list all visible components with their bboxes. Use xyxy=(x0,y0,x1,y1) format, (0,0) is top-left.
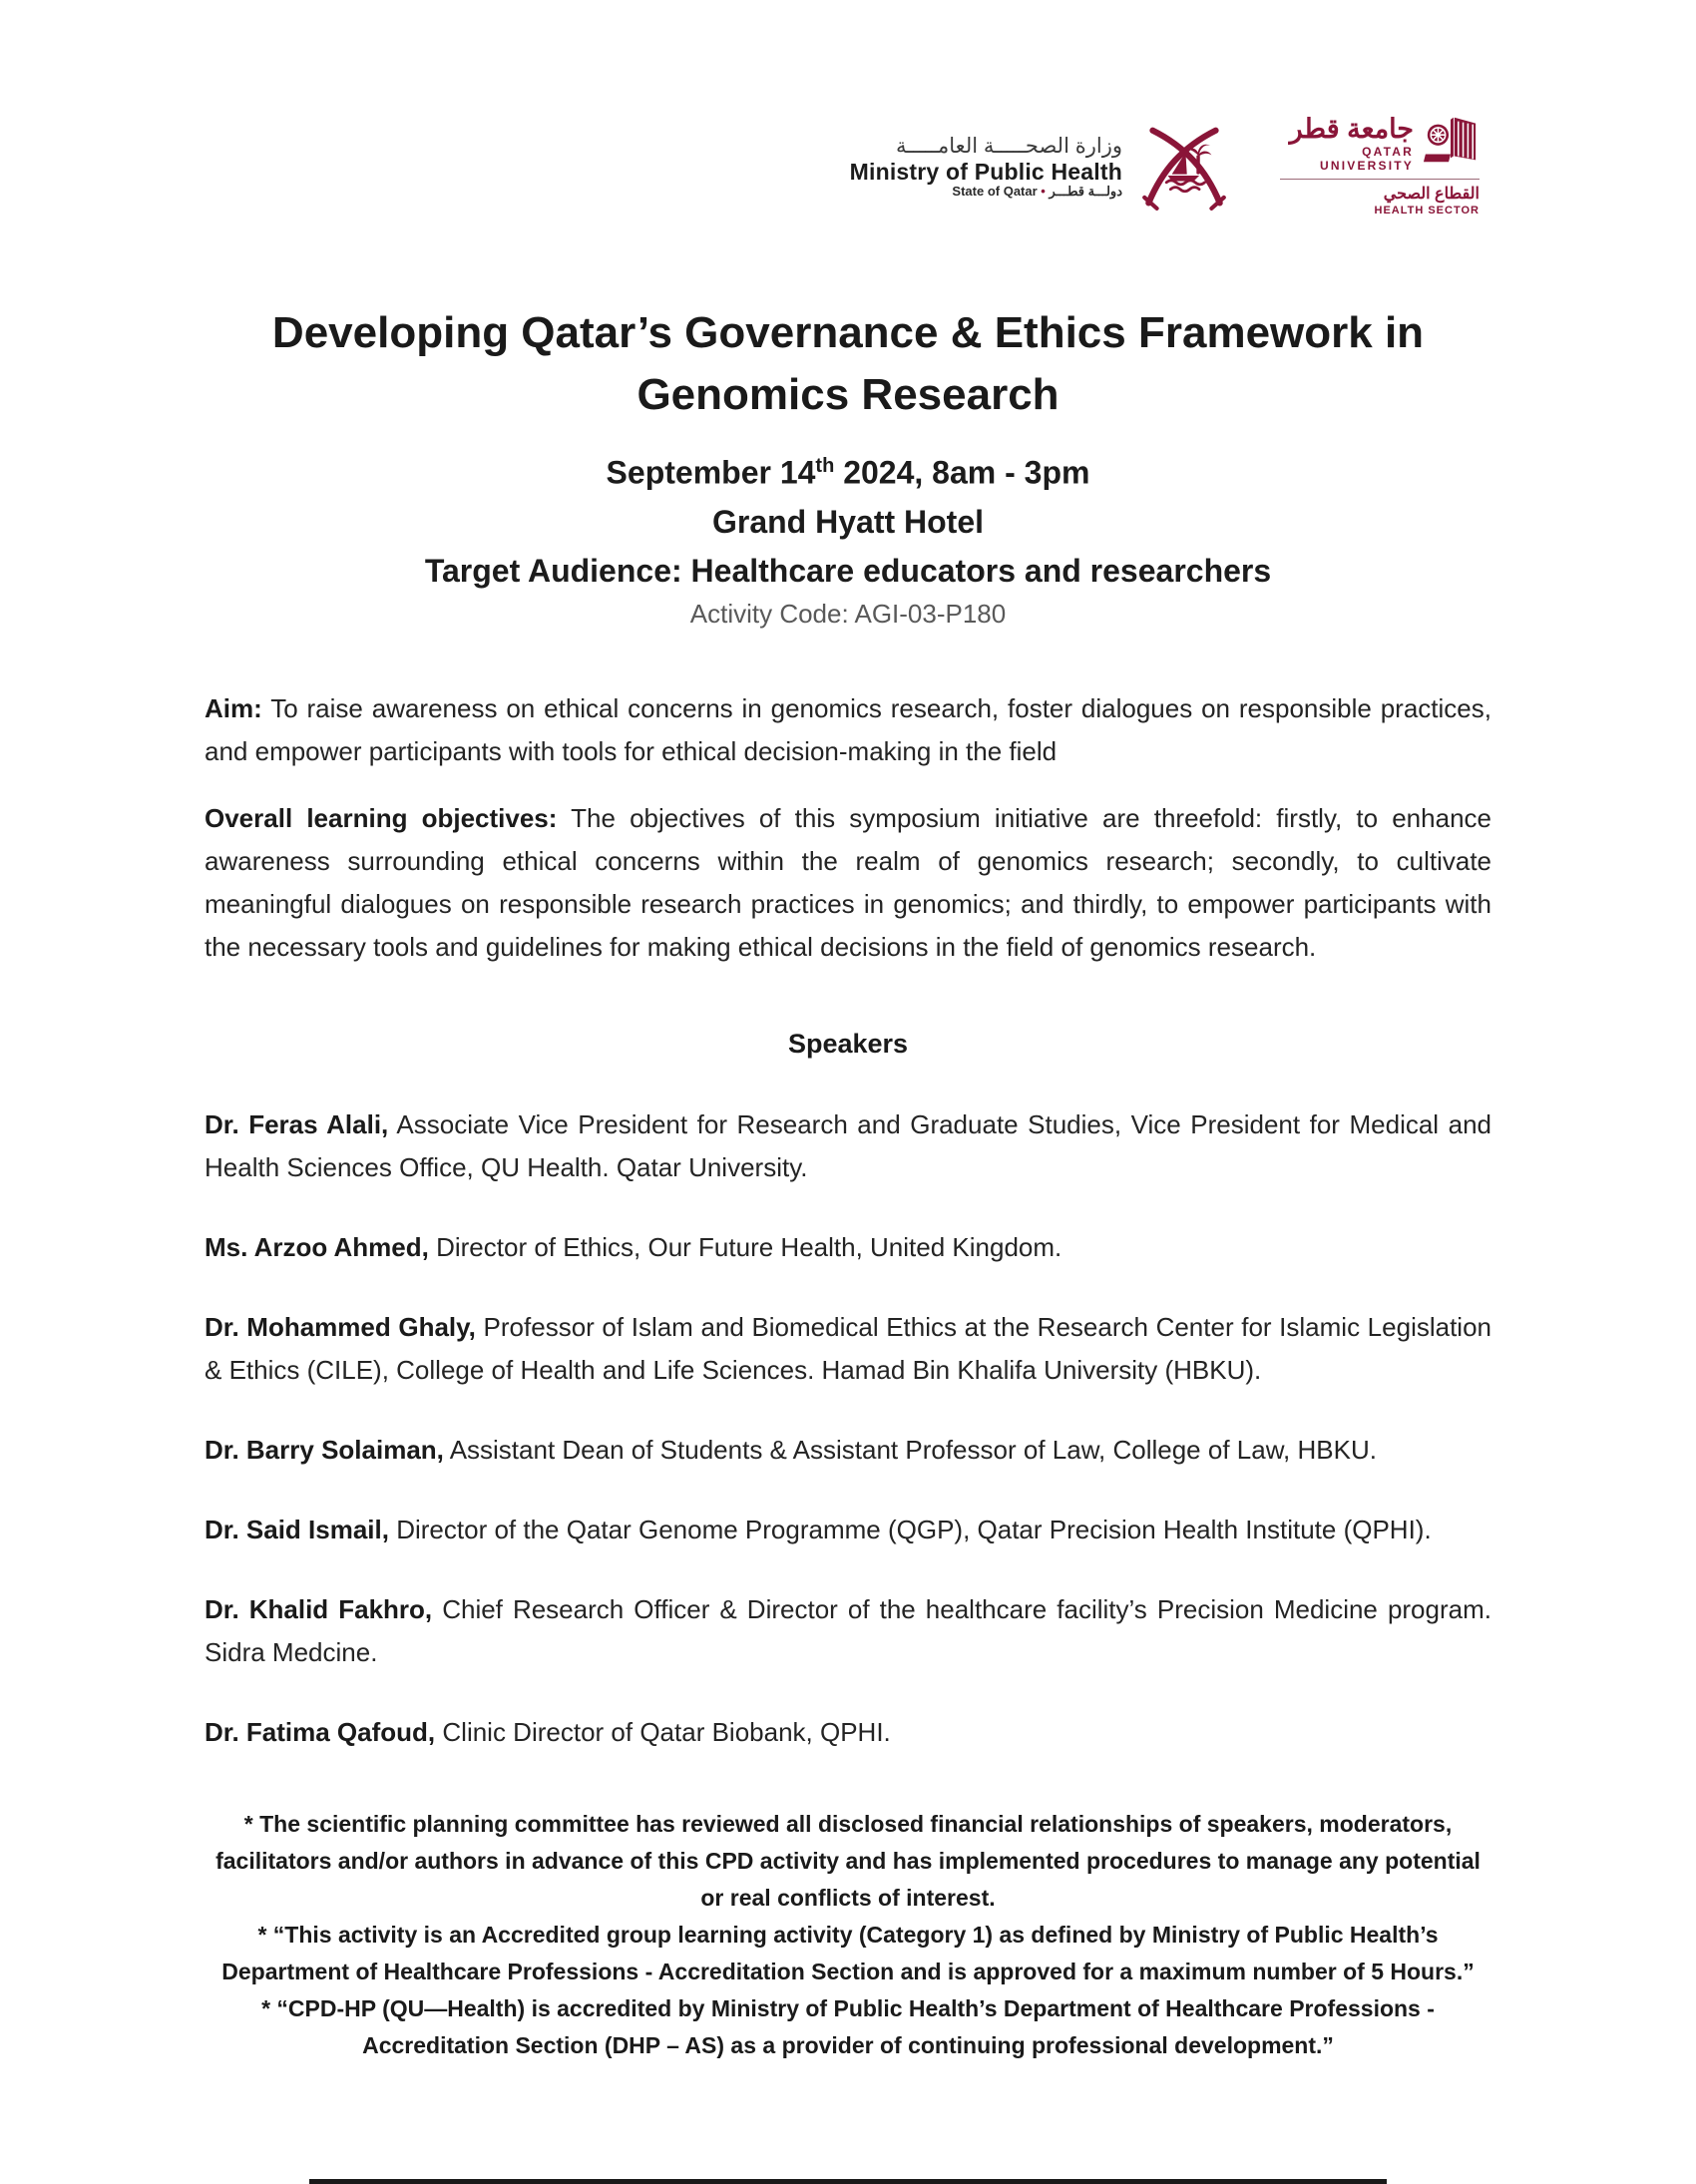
qu-sector-english: HEALTH SECTOR xyxy=(1374,204,1480,217)
moph-state-line xyxy=(850,185,1122,200)
speaker-entry xyxy=(205,1103,1491,1189)
disclaimer-conflicts: * The scientific planning committee has reviewed all disclosed financial relationships of speakers, moderators, facilitators and/or authors in advance of this CPD activity and has implemented procedures to manage any potential or real conflicts of interest. xyxy=(215,1810,1481,1911)
qu-english-name: QATAR UNIVERSITY xyxy=(1319,145,1414,174)
event-audience: Target Audience: Healthcare educators and researchers xyxy=(424,552,1272,589)
speaker-entry xyxy=(205,1509,1491,1551)
speaker-entry xyxy=(205,1711,1491,1754)
qu-logo-divider xyxy=(1280,179,1480,180)
activity-code: Activity Code: AGI-03-P180 xyxy=(689,598,1007,629)
speaker-name: Dr. Barry Solaiman, xyxy=(205,1434,444,1465)
moph-arabic-name: وزارة الصحـــــة العامـــــة xyxy=(896,134,1122,158)
aim-label: Aim: xyxy=(205,692,262,723)
speaker-name: Dr. Said Ismail, xyxy=(205,1514,389,1544)
event-date-suffix: 2024, 8am - 3pm xyxy=(834,454,1090,491)
objectives-paragraph xyxy=(205,797,1491,969)
speaker-entry xyxy=(205,1306,1491,1392)
speaker-name: Dr. Khalid Fakhro, xyxy=(205,1593,433,1624)
speaker-name: Dr. Fatima Qafoud, xyxy=(205,1716,436,1747)
qu-logo xyxy=(1280,115,1480,218)
speaker-bio: Associate Vice President for Research and Graduate Studies, Vice President for Medical and Health Sciences Office, QU Health. Qatar University. xyxy=(205,1108,1491,1182)
page-edge-artifact xyxy=(309,2179,1387,2184)
moph-dot: • xyxy=(1041,184,1046,200)
moph-state-en: State of Qatar xyxy=(952,184,1038,200)
qu-sector-arabic: القطاع الصحي xyxy=(1383,186,1480,204)
speaker-name: Ms. Arzoo Ahmed, xyxy=(205,1231,429,1262)
disclaimer-provider: * “CPD-HP (QU—Health) is accredited by Ministry of Public Health’s Department of Healthcare Professions - Accreditation Section (DHP – AS) as a provider of continuing professional development.” xyxy=(261,1994,1435,2058)
speaker-name: Dr. Feras Alali, xyxy=(205,1108,389,1139)
header-logos xyxy=(205,115,1491,226)
event-date xyxy=(205,442,1491,498)
speaker-entry xyxy=(205,1226,1491,1269)
moph-logo-text xyxy=(850,135,1122,201)
speaker-bio: Professor of Islam and Biomedical Ethics at the Research Center for Islamic Legislation & Ethics (CILE), College of Health and Life Sciences. Hamad Bin Khalifa University (HBKU). xyxy=(205,1311,1491,1385)
speakers-heading: Speakers xyxy=(787,1028,909,1059)
event-venue: Grand Hyatt Hotel xyxy=(711,503,985,540)
objectives-label: Overall learning objectives: xyxy=(205,802,558,833)
event-date-ordinal: th xyxy=(815,455,835,477)
event-title-line2: Genomics Research xyxy=(636,370,1060,419)
objectives-text: The objectives of this symposium initiative are threefold: firstly, to enhance awareness surrounding ethical concerns within the realm of genomics research; secondly, to cultivate meaningful dialogues on responsible research practices in genomics; and thirdly, to empower participants with the necessary tools and guidelines for making ethical decisions in the field of genomics research. xyxy=(205,802,1491,962)
speaker-entry xyxy=(205,1588,1491,1674)
event-details xyxy=(205,442,1491,632)
event-title xyxy=(205,302,1491,426)
disclaimer-footnotes xyxy=(205,1806,1491,2064)
speaker-bio: Director of Ethics, Our Future Health, United Kingdom. xyxy=(436,1231,1062,1262)
event-title-line1: Developing Qatar’s Governance & Ethics Framework in xyxy=(271,308,1425,357)
aim-paragraph xyxy=(205,687,1491,773)
speaker-name: Dr. Mohammed Ghaly, xyxy=(205,1311,476,1342)
moph-logo xyxy=(850,115,1232,219)
speaker-bio: Assistant Dean of Students & Assistant Professor of Law, College of Law, HBKU. xyxy=(449,1434,1377,1465)
speaker-bio: Director of the Qatar Genome Programme (QGP), Qatar Precision Health Institute (QPHI). xyxy=(396,1514,1432,1544)
moph-english-name: Ministry of Public Health xyxy=(849,158,1122,185)
aim-text: To raise awareness on ethical concerns in genomics research, foster dialogues on responsible practices, and empower participants with tools for ethical decision-making in the field xyxy=(205,692,1491,766)
speaker-bio: Chief Research Officer & Director of the healthcare facility’s Precision Medicine program. Sidra Medcine. xyxy=(205,1593,1491,1667)
qu-logo-words xyxy=(1280,115,1414,173)
speaker-entry xyxy=(205,1429,1491,1472)
qatar-emblem-icon xyxy=(1136,115,1232,219)
event-date-prefix: September 14 xyxy=(606,454,816,491)
moph-state-ar: دولـــة قطـــر xyxy=(1049,184,1122,200)
disclaimer-accreditation: * “This activity is an Accredited group learning activity (Category 1) as defined by Ministry of Public Health’s Department of Healthcare Professions - Accreditation Section and is approved for a maximum number of 5 Hours.” xyxy=(221,1921,1475,1984)
qu-logo-top xyxy=(1280,115,1480,173)
qu-arabic-name: جامعة قطر xyxy=(1289,114,1414,144)
qu-building-icon xyxy=(1422,115,1480,172)
speaker-bio: Clinic Director of Qatar Biobank, QPHI. xyxy=(442,1716,891,1747)
qu-health-sector xyxy=(1280,185,1480,217)
